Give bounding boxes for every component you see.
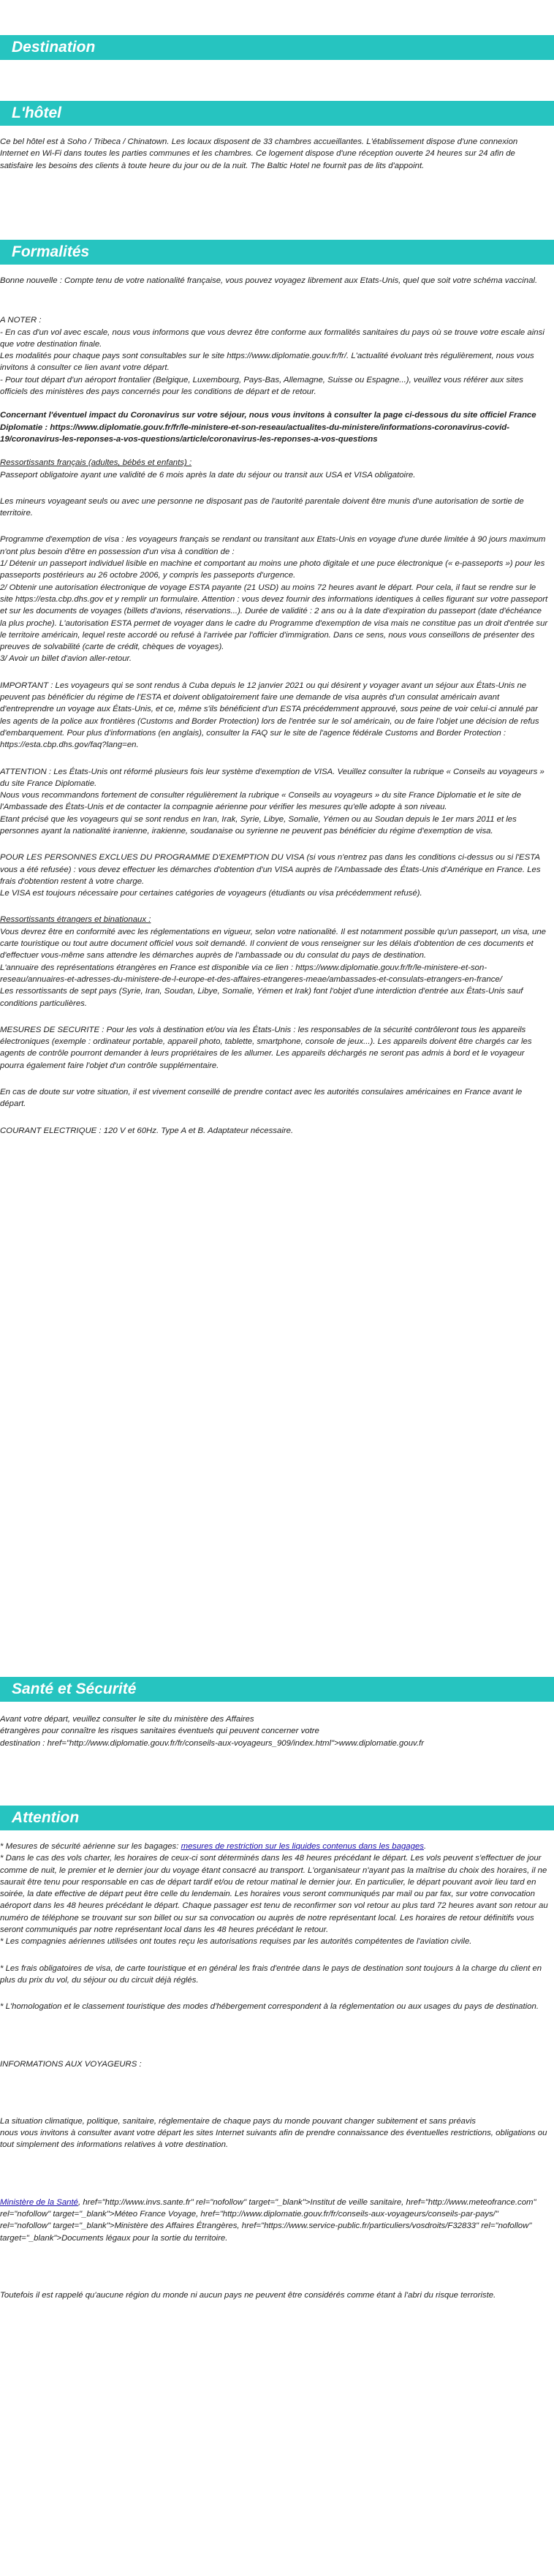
attention-title: Attention: [12, 1809, 80, 1826]
attention-header: [0, 1806, 554, 1830]
info-situation: La situation climatique, politique, sanitaire, réglementaire de chaque pays du monde pouvant changer subitement et sans préavis: [0, 2116, 476, 2126]
sante-line-2: étrangères pour connaître les risques sanitaires éventuels qui peuvent concerner votre: [0, 1727, 319, 1736]
condition-2: 2/ Obtenir une autorisation électronique de voyage ESTA payante (21 USD) au moins 72 heures avant le départ. Pour cela, il faut se rendre sur le site https://esta.cbp.dhs.gov et y remplir un formulaire. Attention : vous devez fournir des informations identiques à celles figurant sur votre passeport et sur les documents de voyages (billets d'avions, réservations...). Durée de validité : 2 ans ou à la date d'expiration du passeport (date d'échéance la plus proche). L'autorisation ESTA permet de voyager dans le cadre du Programme d'exemption de visa mais ne constitue pas un droit d'entrée sur le territoire américain, lequel reste accordé ou refusé à l'arrivée par l'officier d'immigration. Dans ce sens, nous vous conseillons de présenter des preuves de solvabilité (carte de crédit, chèques de voyages).: [0, 583, 548, 652]
info-links-text: , href="http://www.invs.sante.fr" rel="nofollow" target="_blank">Institut de veille sanitaire, href="http://www.meteofrance.com" rel="nofollow" target="_blank">Méteo France Voyage, href="http://www.diplomatie.gouv.fr/fr/conseils-aux-voyageurs/conseils-par-pays/" rel="nofollow" target="_blank">Ministère des Affaires Étrangères, href="https://www.service-public.fr/particuliers/vosdroits/F32833" rel="nofollow" target="_blank">Documents légaux pour la sortie du territoire.: [0, 2197, 536, 2243]
nota-escale: - En cas d'un vol avec escale, nous vous informons que vous devrez être conforme aux formalités sanitaires du pays où se trouve votre escale ainsi que votre destination finale.: [0, 327, 544, 349]
important-text: IMPORTANT : Les voyageurs qui se sont rendus à Cuba depuis le 12 janvier 2021 ou qui désirent y voyager avant un séjour aux États-Unis ne peuvent pas bénéficier du régime de l'ESTA et doivent obligatoirement faire une demande de visa auprès d'un consulat américain avant d'entreprendre un voyage aux États-Unis, et ce, même s'ils bénéficient d'un ESTA précédemment approuvé, sous peine de voir celui-ci annulé par les agents de la police aux frontières (Customs and Border Protection) lors de l'entrée sur le sol américain, ou de faire l'objet une décision de refus d'embarquement. Pour plus d'informations (en anglais), consulter la FAQ sur le site de l'agence fédérale Customs and Border Protection : https://esta.cbp.dhs.gov/faq?lang=en.: [0, 681, 539, 750]
formalites-header: [0, 240, 554, 265]
programme-text: Programme d'exemption de visa : les voyageurs français se rendant ou transitant aux Etats-Unis en voyage d'une durée limitée à 90 jours maximum n'ont plus besoin d'être en possession d'un visa à condition de :: [0, 535, 546, 556]
corona-notice[interactable]: Concernant l'éventuel impact du Coronavirus sur votre séjour, nous vous invitons à consulter la page ci-dessous du site officiel France Diplomatie : https://www.diplomatie.gouv.fr/fr/le-ministere-et-son-reseau/actualites-du-ministere/informations-coronavirus-covid-19/coronavirus-les-reponses-a-vos-questions/article/coronavirus-les-reponses-a-vos-questions: [0, 411, 536, 444]
condition-3: 3/ Avoir un billet d'avion aller-retour.: [0, 654, 132, 664]
exclus-visa: Le VISA est toujours nécessaire pour certaines catégories de voyageurs (étudiants ou visa précédemment refusé).: [0, 889, 422, 898]
sante-content: [0, 1713, 548, 1749]
nota-modalites: Les modalités pour chaque pays sont consultables sur le site https://www.diplomatie.gouv.fr/fr/. L'actualité évoluant très régulièrement, nous vous invitons à consulter ce lien avant votre départ.: [0, 352, 534, 373]
nota-title: A NOTER :: [0, 316, 42, 325]
exclus-text: POUR LES PERSONNES EXCLUES DU PROGRAMME D'EXEMPTION DU VISA (si vous n'entrez pas dans les conditions ci-dessus ou si l'ESTA vous a été refusée) : vous devez effectuer les démarches d'obtention d'un VISA auprès de l'Ambassade des États-Unis d'Amérique en France. Les frais d'obtention restent à votre charge.: [0, 853, 541, 886]
attention-recommend: Nous vous recommandons fortement de consulter régulièrement la rubrique « Conseils au voyageurs » du site France Diplomatie et le site de l'Ambassade des États-Unis et de contacter la compagnie aérienne pour vérifier les mesures qu'elle adopte à son niveau.: [0, 791, 521, 812]
info-links: [0, 2197, 548, 2244]
liquides-link[interactable]: mesures de restriction sur les liquides contenus dans les bagages: [181, 1842, 424, 1851]
mesure-bagages-label: * Mesures de sécurité aérienne sur les bagages:: [0, 1842, 181, 1851]
mineurs-text: Les mineurs voyageant seuls ou avec une personne ne disposant pas de l'autorité parentale doivent être munis d'une autorisation de sortie de territoire.: [0, 496, 524, 518]
attention-countries: Etant précisé que les voyageurs qui se sont rendus en Iran, Irak, Syrie, Libye, Somalie, Yémen ou au Soudan depuis le 1er mars 2011 et les personnes ayant la nationalité iranienne, irakienne, soudanaise ou syrienne ne peuvent pas bénéficier du régime d'exemption de visa.: [0, 814, 517, 836]
mesure-frais: * Les frais obligatoires de visa, de carte touristique et en général les frais d'entrée dans le pays de destination sont toujours à la charge du client en plus du prix du vol, du séjour ou du circuit déjà réglés.: [0, 1963, 542, 1985]
condition-1: 1/ Détenir un passeport individuel lisible en machine et comportant au moins une photo digitale et une puce électronique (« e-passeports ») pour les passeports postérieurs au 26 octobre 2006, y compris les passeports d'urgence.: [0, 559, 545, 580]
info-consulter: nous vous invitons à consulter avant votre départ les sites Internet suivants afin de prendre connaissance des éventuelles restrictions, obligations ou tout simplement des informations relatives à votre destination.: [0, 2129, 547, 2150]
etrangers-annuaire: L'annuaire des représentations étrangères en France est disponible via ce lien : https://www.diplomatie.gouv.fr/fr/le-ministere-et-son-reseau/annuaires-et-adresses-du-ministere-de-l-europe-et-des-affaires-etrangeres-meae/ambassades-et-consulats-etrangers-en-france/: [0, 963, 502, 984]
formalites-content: [0, 275, 548, 1137]
ressortissants-title: Ressortissants français (adultes, bébés et enfants) :: [0, 458, 192, 468]
sante-header: [0, 1677, 554, 1702]
doute-text: En cas de doute sur votre situation, il est vivement conseillé de prendre contact avec les autorités consulaires américaines en France avant le départ.: [0, 1088, 523, 1109]
courant-text: COURANT ELECTRIQUE : 120 V et 60Hz. Type A et B. Adaptateur nécessaire.: [0, 1126, 294, 1135]
destination-header: [0, 35, 554, 60]
mesure-compagnies: * Les compagnies aériennes utilisées ont toutes reçu les autorisations requises par les autorités compétentes de l'aviation civile.: [0, 1937, 472, 1947]
etrangers-conformite: Vous devrez être en conformité avec les réglementations en vigueur, selon votre nationalité. Il est notamment possible qu'un passeport, un visa, une carte touristique ou tout autre document officiel vous soit demandé. Il convient de vous renseigner sur les délais d'obtention de ces documents et d'effectuer vous-même sans attendre les démarches auprès de l'ambassade ou du consulat du pays de destination.: [0, 927, 547, 961]
hotel-description: [0, 136, 548, 172]
hotel-header: [0, 101, 554, 126]
ministere-sante-link[interactable]: Ministère de la Santé: [0, 2197, 79, 2207]
mesure-bagages-end: .: [424, 1842, 427, 1851]
mesure-bagages: [0, 1841, 548, 1852]
ressortissants-text: Passeport obligatoire ayant une validité de 6 mois après la date du séjour ou transit aux USA et VISA obligatoire.: [0, 470, 416, 480]
final-notice: Toutefois il est rappelé qu'aucune région du monde ni aucun pays ne peuvent être considérés comme étant à l'abri du risque terroriste.: [0, 2290, 496, 2300]
mesure-homologation: * L'homologation et le classement touristique des modes d'hébergement correspondent à la réglementation ou aux usages du pays de destination.: [0, 2002, 539, 2012]
destination-title: Destination: [12, 39, 96, 56]
etrangers-interdiction: Les ressortissants de sept pays (Syrie, Iran, Soudan, Libye, Somalie, Yémen et Irak) font l'objet d'une interdiction d'entrée aux États-Unis sauf conditions particulières.: [0, 987, 523, 1008]
sante-title: Santé et Sécurité: [12, 1681, 137, 1697]
securite-text: MESURES DE SECURITE : Pour les vols à destination et/ou via les États-Unis : les responsables de la sécurité contrôleront tous les appareils électroniques (exemple : ordinateur portable, appareil photo, tablette, smartphone, console de jeux...). Les appareils doivent être chargés car les agents de contrôle pourront demander à leurs propriétaires de les allumer. Les appareils déchargés ne seront pas admis à bord et le voyageur pourra également faire l'objet d'un contrôle supplémentaire.: [0, 1025, 532, 1070]
hotel-title: L'hôtel: [12, 105, 61, 121]
attention-content: [0, 1841, 548, 2301]
mesure-charter: * Dans le cas des vols charter, les horaires de ceux-ci sont déterminés dans les 48 heures précédant le départ. Les vols peuvent s'effectuer de jour comme de nuit, le premier et le dernier jour du voyage étant consacré au transport. L'organisateur n'ayant pas la maîtrise du choix des horaires, il ne saurait être tenu pour responsable en cas de départ tardif et/ou de retour matinal le dernier jour. En particulier, le départ pouvant avoir lieu tard en soirée, la date effective de départ peut être celle du lendemain. Les horaires vous seront communiqués par mail ou par fax, sur votre convocation aéroport dans les 48 heures précédant le départ. Chaque passager est tenu de reconfirmer son vol retour au plus tard 72 heures avant son retour au numéro de téléphone se trouvant sur son billet ou sur sa convocation ou auprès de notre représentant local. Les horaires de retour définitifs vous seront communiqués par notre représentant local dans les 48 heures précédant le retour.: [0, 1854, 548, 1935]
attention-reform: ATTENTION : Les États-Unis ont réformé plusieurs fois leur système d'exemption de VISA. Veuillez consulter la rubrique « Conseils au voyageurs » du site France Diplomatie.: [0, 767, 544, 788]
sante-line-3: destination : href="http://www.diplomatie.gouv.fr/fr/conseils-aux-voyageurs_909/index.html">www.diplomatie.gouv.fr: [0, 1738, 425, 1748]
formalites-intro: Bonne nouvelle : Compte tenu de votre nationalité française, vous pouvez voyagez librement aux Etats-Unis, quel que soit votre schéma vaccinal.: [0, 276, 538, 285]
sante-line-1: Avant votre départ, veuillez consulter le site du ministère des Affaires: [0, 1715, 254, 1724]
etrangers-title: Ressortissants étrangers et binationaux :: [0, 915, 151, 925]
info-title: INFORMATIONS AUX VOYAGEURS :: [0, 2059, 142, 2069]
formalites-title: Formalités: [12, 243, 90, 260]
hotel-text: Ce bel hôtel est à Soho / Tribeca / Chinatown. Les locaux disposent de 33 chambres accueillantes. L'établissement dispose d'une connexion Internet en Wi-Fi dans toutes les parties communes et les chambres. Ce logement dispose d'une réception ouverte 24 heures sur 24 afin de satisfaire les besoins des clients à toute heure du jour ou de la nuit. The Baltic Hotel ne fournit pas de lits d'appoint.: [0, 137, 518, 170]
nota-frontalier: - Pour tout départ d'un aéroport frontalier (Belgique, Luxembourg, Pays-Bas, Allemagne, Suisse ou Espagne...), veuillez vous référer aux sites officiels des ministères des pays concernés pour les conditions de départ et de retour.: [0, 375, 523, 397]
